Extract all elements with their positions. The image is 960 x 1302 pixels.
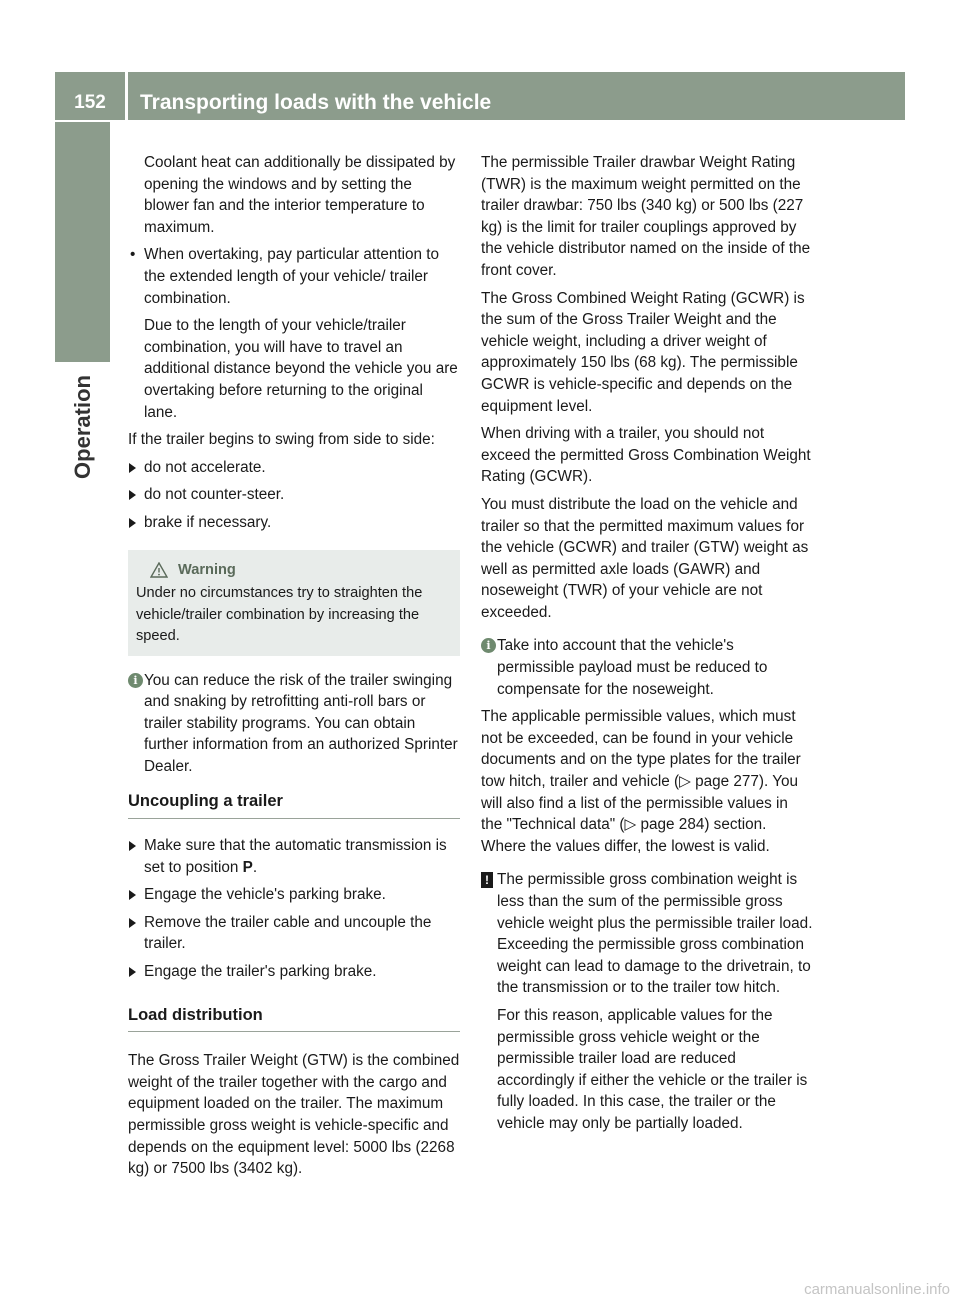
action-step: Remove the trailer cable and uncouple the trailer. [128,912,460,955]
arrow-icon [129,841,136,851]
arrow-icon [129,490,136,500]
action-step: Engage the trailer's parking brake. [128,961,460,983]
action-step: brake if necessary. [128,512,460,534]
paragraph: The applicable permissible values, which must not be exceeded, can be found in your vehicle documents and on the type plates for the trailer tow hitch, trailer and vehicle (▷ page 277). You will also find a list of the permissible values in the "Technical data" (▷ page 284) section. Where the values differ, the lowest is valid. [481,708,801,855]
section-heading: Uncoupling a trailer [128,791,460,819]
watermark: carmanualsonline.info [804,1281,950,1298]
caution-note: ! The permissible gross combination weight is less than the sum of the permissible gross vehicle weight plus the permissible trailer load. Exceeding the permissible gross combination weight can lead to damage to the drivetrain, to the transmission or to the trailer tow hitch. For this reason, applicable values for the permissible gross vehicle weight or the permissible trailer load are reduced accordingly if either the vehicle or the trailer is fully loaded. In this case, the trailer or the vehicle may only be partially loaded. [481,869,813,1134]
action-step: Make sure that the automatic transmission is set to position P. [128,835,460,878]
action-step: Engage the vehicle's parking brake. [128,884,460,906]
warning-triangle-icon [150,562,168,578]
paragraph: Coolant heat can additionally be dissipated by opening the windows and by setting the blower fan and the interior temperature to maximum. [144,154,456,236]
action-step: do not accelerate. [128,457,460,479]
paragraph: The Gross Trailer Weight (GTW) is the combined weight of the trailer together with the cargo and equipment loaded on the trailer. The maximum permissible gross weight is vehicle-specific and depends on the equipment level: 5000 lbs (2268 kg) or 7500 lbs (3402 kg). [128,1052,460,1178]
page-number: 152 [74,92,106,113]
info-icon: i [128,673,143,688]
section-heading: Load distribution [128,1005,460,1033]
exclamation-icon: ! [481,872,493,888]
paragraph: The permissible Trailer drawbar Weight Rating (TWR) is the maximum weight permitted on the trailer drawbar: 750 lbs (340 kg) or 500 lbs (227 kg) is the limit for trailer couplings approved by the vehicle distributor named on the inside of the front cover. [481,154,811,279]
paragraph: Due to the length of your vehicle/trailer combination, you will have to travel an additional distance beyond the vehicle you are overtaking before returning to the original lane. [144,317,458,421]
header-divider [125,72,128,120]
arrow-icon [129,967,136,977]
bullet-item: • When overtaking, pay particular attention to the extended length of your vehicle/ trailer combination. [130,246,440,307]
page-title: Transporting loads with the vehicle [140,91,492,114]
warning-title: Warning [178,561,236,578]
paragraph: When driving with a trailer, you should not exceed the permitted Gross Combination Weight Rating (GCWR). [481,425,811,486]
arrow-icon [129,518,136,528]
left-column [128,152,460,1186]
right-column [481,152,813,1141]
gear-position: P [242,858,253,876]
section-tab [55,362,110,492]
caution-text-2: For this reason, applicable values for the permissible gross vehicle weight or the permissible trailer load are reduced accordingly if either the vehicle or the trailer is fully loaded. In this case, the trailer or the vehicle may only be partially loaded. [497,1006,808,1132]
arrow-icon [129,890,136,900]
warning-text: Under no circumstances try to straighten the vehicle/trailer combination by increasing the speed. [136,585,423,644]
paragraph: The Gross Combined Weight Rating (GCWR) is the sum of the Gross Trailer Weight and the vehicle weight, including a driver weight of approximately 150 lbs (68 kg). The permissible GCWR is vehicle-specific and depends on the equipment level. [481,289,805,415]
action-step: do not counter-steer. [128,484,460,506]
info-note: i Take into account that the vehicle's permissible payload must be reduced to compensate for the noseweight. [481,635,813,700]
paragraph: You must distribute the load on the vehicle and trailer so that the permitted maximum values for the vehicle (GCWR) and trailer (GTW) weight as well as permitted axle loads (GAWR) and noseweight (TWR) of your vehicle are not exceeded. [481,495,809,621]
paragraph: If the trailer begins to swing from side to side: [128,431,435,449]
side-bar-block [55,122,110,362]
section-tab-label: Operation [69,375,95,479]
bullet-icon: • [130,246,136,264]
arrow-icon [129,463,136,473]
info-note: i You can reduce the risk of the trailer swinging and snaking by retrofitting anti-roll bars or trailer stability programs. You can obtain further information from an authorized Sprinter Dealer. [128,670,460,778]
arrow-icon [129,918,136,928]
info-icon: i [481,638,496,653]
warning-box [128,550,460,656]
warning-header [136,560,452,582]
